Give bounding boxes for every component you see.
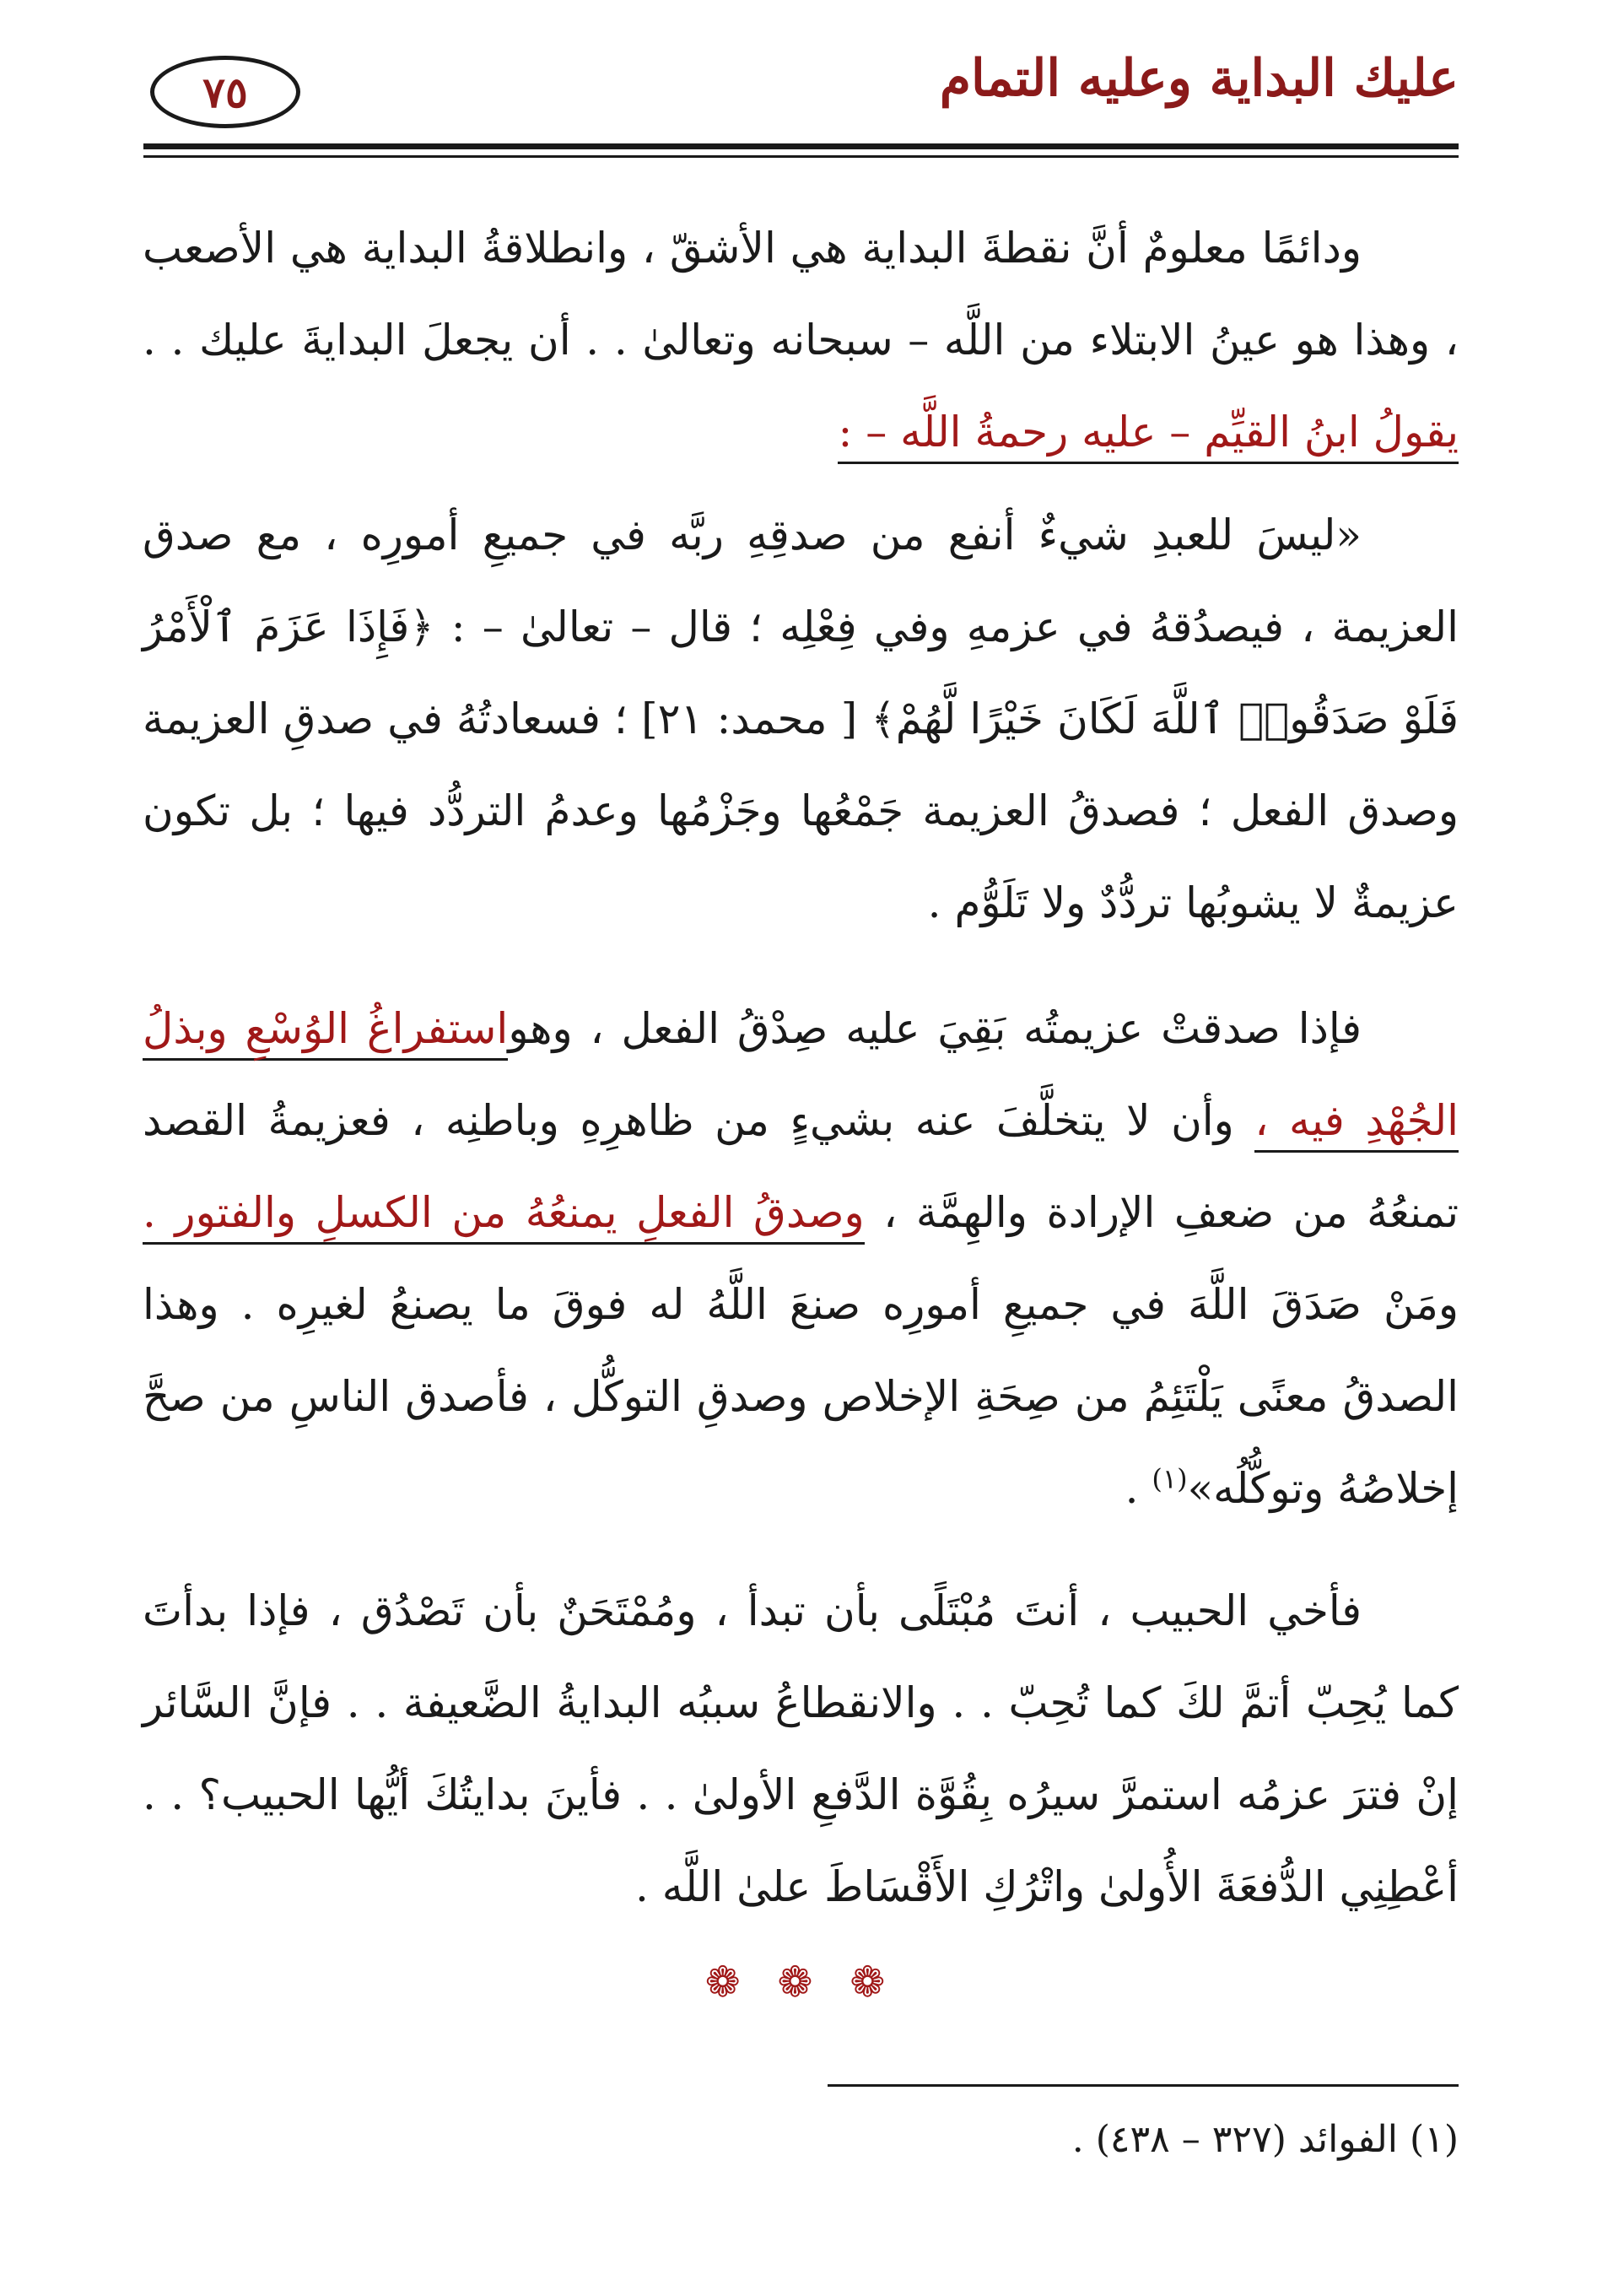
- paragraph-sincerity: [143, 983, 1459, 1535]
- footnote: (١) الفوائد (٣٢٧ – ٤٣٨) .: [1071, 2118, 1459, 2161]
- sincerity-text-1: فإذا صدقتْ عزيمتُه بَقِيَ عليه صِدْقُ الفعل ، وهو: [508, 1004, 1362, 1053]
- section-separator-stars: ❁ ❁ ❁: [704, 1958, 898, 2007]
- sincerity-text-3: ومَنْ صَدَقَ اللَّهَ في جميعِ أمورِه صنعَ اللَّهُ له فوقَ ما يصنعُ لغيرِه . وهذا الصدقُ معنًى يَلْتَئِمُ من صِحَةِ الإخلاص وصدقِ التوكُّل ، فأصدق الناسِ من صحَّ إخلاصُهُ وتوكُّلُه»: [143, 1280, 1459, 1513]
- paragraph-closing: [143, 1565, 1459, 1933]
- paragraph-intro: [143, 203, 1459, 478]
- footnote-marker: (١): [1152, 1462, 1188, 1495]
- sincerity-text-2: وأن لا يتخلَّفَ عنه بشيءٍ من ظاهرِهِ وباطنِه ، فعزيمةُ القصد تمنعُهُ من ضعفِ الإرادة والهِمَّة ،: [143, 1096, 1459, 1237]
- running-title: عليك البداية وعليه التمام: [939, 49, 1459, 108]
- quote-text: «ليسَ للعبدِ شيءٌ أنفع من صدقِهِ ربَّه في جميعِ أمورِه ، مع صدق العزيمة ، فيصدُقهُ في عزمهِ وفي فِعْلِه ؛ قال – تعالىٰ – : ﴿فَإِذَا عَزَمَ ٱلْأَمْرُ فَلَوْ صَدَقُوا۟ ٱللَّهَ لَكَانَ خَيْرًا لَّهُمْ﴾ [ محمد: ٢١] ؛ فسعادتُهُ في صدقِ العزيمة وصدق الفعل ؛ فصدقُ العزيمة جَمْعُها وجَزْمُها وعدمُ التردُّد فيها ؛ بل تكون عزيمةٌ لا يشوبُها تردُّدٌ ولا تَلَوُّم .: [143, 511, 1459, 927]
- header-rule-thin: [143, 155, 1459, 158]
- quote-attribution: يقولُ ابنُ القيِّم – عليه رحمةُ اللَّه – :: [838, 408, 1459, 464]
- highlight-effort: استفراغُ الوُسْعِ وبذلُ الجُهْدِ فيه ،: [143, 1004, 1459, 1153]
- page-number: ٧٥: [202, 67, 248, 117]
- sincerity-end: .: [1125, 1464, 1152, 1513]
- intro-text: ودائمًا معلومٌ أنَّ نقطةَ البداية هي الأشقّ ، وانطلاقةُ البداية هي الأصعب ، وهذا هو عينُ الابتلاء من اللَّه – سبحانه وتعالىٰ . . أن يجعلَ البدايةَ عليك . .: [143, 224, 1459, 365]
- highlight-laziness: وصدقُ الفعلِ يمنعُهُ من الكسلِ والفتور .: [143, 1188, 865, 1245]
- paragraph-quote: [143, 489, 1459, 949]
- closing-text: فأخي الحبيب ، أنتَ مُبْتَلًى بأن تبدأ ، ومُمْتَحَنٌ بأن تَصْدُق ، فإذا بدأتَ كما يُحِبّ أتمَّ لكَ كما تُحِبّ . . والانقطاعُ سببُه البدايةُ الضَّعيفة . . فإنَّ السَّائر إنْ فترَ عزمُه استمرَّ سيرُه بِقُوَّة الدَّفعِ الأولىٰ . . فأينَ بدايتُكَ أيُّها الحبيب؟ . . أعْطِنِي الدُّفعَةَ الأُولىٰ واتْرُكِ الأَقْسَاطَ علىٰ اللَّه .: [143, 1586, 1459, 1911]
- footnote-rule: [828, 2084, 1459, 2087]
- header-rule: [143, 143, 1459, 149]
- page-number-oval: [150, 56, 300, 128]
